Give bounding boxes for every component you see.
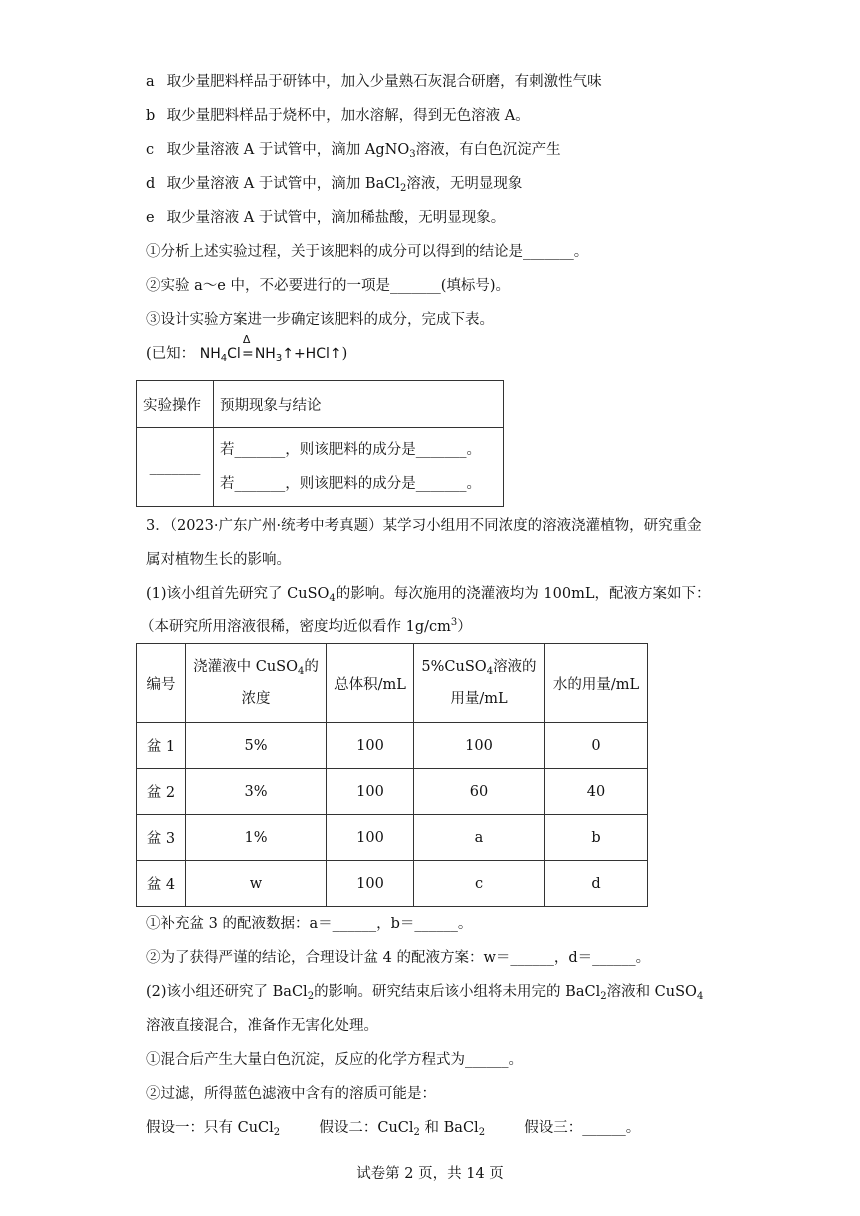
table-cell: 盆 3 bbox=[137, 815, 186, 861]
equation-suffix: ) bbox=[341, 346, 348, 362]
step-e-text: 取少量溶液 A 于试管中，滴加稀盐酸，无明显现象。 bbox=[166, 210, 506, 226]
operation-blank: _______ bbox=[137, 428, 214, 507]
equation-sub3: 3 bbox=[275, 353, 283, 364]
experiment-design-table bbox=[136, 380, 504, 507]
table-cell: 3% bbox=[186, 769, 327, 815]
hypothesis-2: 假设二：CuCl bbox=[319, 1120, 414, 1136]
hypothesis-3: 假设三：______。 bbox=[524, 1120, 641, 1136]
header-conc-c: 浓度 bbox=[241, 691, 271, 707]
question-3-fill-1: ①补充盆 3 的配液数据：a＝______，b＝______。 bbox=[146, 916, 473, 932]
table-cell: 100 bbox=[327, 815, 414, 861]
table-cell: 1% bbox=[186, 815, 327, 861]
part-2-line-4: ②过滤，所得蓝色滤液中含有的溶质可能是： bbox=[146, 1086, 436, 1102]
page-footer: 试卷第 2 页，共 14 页 bbox=[356, 1166, 504, 1182]
header-water: 水的用量/mL bbox=[545, 644, 648, 723]
step-d-sub: 2 bbox=[399, 183, 407, 194]
step-d-post: 溶液，无明显现象 bbox=[406, 176, 523, 192]
step-d-pre: 取少量溶液 A 于试管中，滴加 BaCl bbox=[166, 176, 400, 192]
step-b-label: b bbox=[146, 108, 156, 124]
equation-prefix: (已知： bbox=[146, 346, 196, 362]
equation-body bbox=[199, 333, 342, 364]
header-sol-sub: 4 bbox=[486, 666, 494, 677]
step-c bbox=[146, 140, 561, 160]
p2-sub: 2 bbox=[307, 991, 315, 1002]
p2-mid: 的影响。研究结束后该小组将未用完的 BaCl bbox=[314, 984, 601, 1000]
step-b bbox=[146, 106, 530, 126]
note-pre: （本研究所用溶液很稀，密度均近似看作 1g/cm bbox=[140, 619, 451, 635]
table-body-row bbox=[137, 428, 504, 507]
table-cell: 5% bbox=[186, 723, 327, 769]
header-conc-b: 的 bbox=[304, 659, 319, 675]
p2-pre: (2)该小组还研究了 BaCl bbox=[146, 984, 308, 1000]
step-c-sub: 3 bbox=[409, 149, 416, 160]
equation-up-arrow-2: ↑ bbox=[329, 346, 342, 362]
equation-reactant: NH bbox=[199, 346, 221, 362]
equation-up-arrow: ↑ bbox=[282, 346, 294, 362]
header-operation: 实验操作 bbox=[137, 381, 214, 428]
question-3-line-2: 属对植物生长的影响。 bbox=[146, 552, 291, 568]
equation-delta: Δ bbox=[242, 333, 251, 346]
step-d-label: d bbox=[146, 176, 156, 192]
hypothesis-1: 假设一：只有 CuCl bbox=[146, 1120, 274, 1136]
step-d bbox=[146, 174, 522, 194]
equation-product1: NH bbox=[254, 346, 276, 362]
header-concentration bbox=[186, 644, 327, 723]
equation-hcl: +HCl bbox=[293, 346, 330, 362]
table-cell: 盆 1 bbox=[137, 723, 186, 769]
question-3-note bbox=[140, 617, 472, 637]
table-cell: w bbox=[186, 861, 327, 907]
header-conc-a: 浇灌液中 CuSO bbox=[193, 659, 298, 675]
table-cell: 60 bbox=[414, 769, 545, 815]
equation-cl: Cl bbox=[227, 346, 241, 362]
step-e-label: e bbox=[146, 210, 155, 226]
table-cell: b bbox=[545, 815, 648, 861]
step-c-label: c bbox=[146, 142, 155, 158]
part-1-pre: (1)该小组首先研究了 CuSO bbox=[146, 586, 330, 602]
result-line-2: 若_______，则该肥料的成分是_______。 bbox=[220, 476, 481, 492]
table-row bbox=[137, 769, 648, 815]
table-row bbox=[137, 723, 648, 769]
header-result: 预期现象与结论 bbox=[214, 381, 504, 428]
table-cell: 盆 2 bbox=[137, 769, 186, 815]
header-sol-a: 5%CuSO bbox=[421, 659, 487, 675]
table-header-row bbox=[137, 381, 504, 428]
solution-table bbox=[136, 643, 648, 907]
part-1-post: 的影响。每次施用的浇灌液均为 100mL，配液方案如下： bbox=[335, 586, 711, 602]
hypothesis-2-sub2: 2 bbox=[478, 1127, 486, 1138]
hypothesis-2-sub: 2 bbox=[413, 1127, 420, 1138]
header-sol-b: 溶液的 bbox=[493, 659, 537, 675]
step-c-pre: 取少量溶液 A 于试管中，滴加 AgNO bbox=[166, 142, 410, 158]
step-a-label: a bbox=[146, 74, 155, 90]
header-solution-amount bbox=[414, 644, 545, 723]
table-cell: 100 bbox=[327, 861, 414, 907]
step-a-text: 取少量肥料样品于研钵中，加入少量熟石灰混合研磨，有刺激性气味 bbox=[166, 74, 602, 90]
question-2-2: ②实验 a～e 中，不必要进行的一项是_______(填标号)。 bbox=[146, 278, 511, 294]
result-line-1: 若_______，则该肥料的成分是_______。 bbox=[220, 442, 481, 458]
equation-heat-arrow: Δ = bbox=[241, 333, 254, 362]
table-header-row bbox=[137, 644, 648, 723]
part-1-sub: 4 bbox=[329, 593, 336, 604]
table-cell: 0 bbox=[545, 723, 648, 769]
hypothesis-1-sub: 2 bbox=[273, 1127, 281, 1138]
note-post: ） bbox=[457, 619, 472, 635]
part-2-line-2: 溶液直接混合，准备作无害化处理。 bbox=[146, 1018, 378, 1034]
table-cell: 100 bbox=[414, 723, 545, 769]
step-e bbox=[146, 208, 505, 228]
part-2-line-3: ①混合后产生大量白色沉淀，反应的化学方程式为______。 bbox=[146, 1052, 523, 1068]
hypotheses-line bbox=[146, 1118, 640, 1138]
question-3-fill-2: ②为了获得严谨的结论，合理设计盆 4 的配液方案：w＝______，d＝______。 bbox=[146, 950, 651, 966]
table-cell: 100 bbox=[327, 723, 414, 769]
table-row bbox=[137, 861, 648, 907]
part-2-line-1 bbox=[146, 982, 703, 1002]
table-cell: c bbox=[414, 861, 545, 907]
step-b-text: 取少量肥料样品于烧杯中，加水溶解，得到无色溶液 A。 bbox=[166, 108, 530, 124]
question-3-line-1: 3．（2023·广东广州·统考中考真题）某学习小组用不同浓度的溶液浇灌植物，研究重金 bbox=[146, 518, 702, 534]
table-cell: 40 bbox=[545, 769, 648, 815]
p2-mid2: 溶液和 CuSO bbox=[606, 984, 697, 1000]
equation-sub4: 4 bbox=[220, 353, 228, 364]
table-cell: 100 bbox=[327, 769, 414, 815]
hypothesis-2-mid: 和 BaCl bbox=[419, 1120, 479, 1136]
p2-sub3: 4 bbox=[696, 991, 704, 1002]
result-cell bbox=[214, 428, 504, 507]
header-conc-sub: 4 bbox=[298, 666, 305, 677]
step-a bbox=[146, 72, 602, 92]
header-id: 编号 bbox=[137, 644, 186, 723]
table-cell: a bbox=[414, 815, 545, 861]
question-2-3: ③设计实验方案进一步确定该肥料的成分，完成下表。 bbox=[146, 312, 494, 328]
header-sol-c: 用量/mL bbox=[450, 691, 508, 707]
question-3-part-1 bbox=[146, 584, 710, 604]
header-volume: 总体积/mL bbox=[327, 644, 414, 723]
note-sup: 3 bbox=[450, 617, 458, 629]
table-row bbox=[137, 815, 648, 861]
known-equation bbox=[146, 333, 348, 372]
table-cell: 盆 4 bbox=[137, 861, 186, 907]
table-cell: d bbox=[545, 861, 648, 907]
question-2-1: ①分析上述实验过程，关于该肥料的成分可以得到的结论是_______。 bbox=[146, 244, 589, 260]
p2-sub2: 2 bbox=[600, 991, 607, 1002]
step-c-post: 溶液，有白色沉淀产生 bbox=[415, 142, 561, 158]
